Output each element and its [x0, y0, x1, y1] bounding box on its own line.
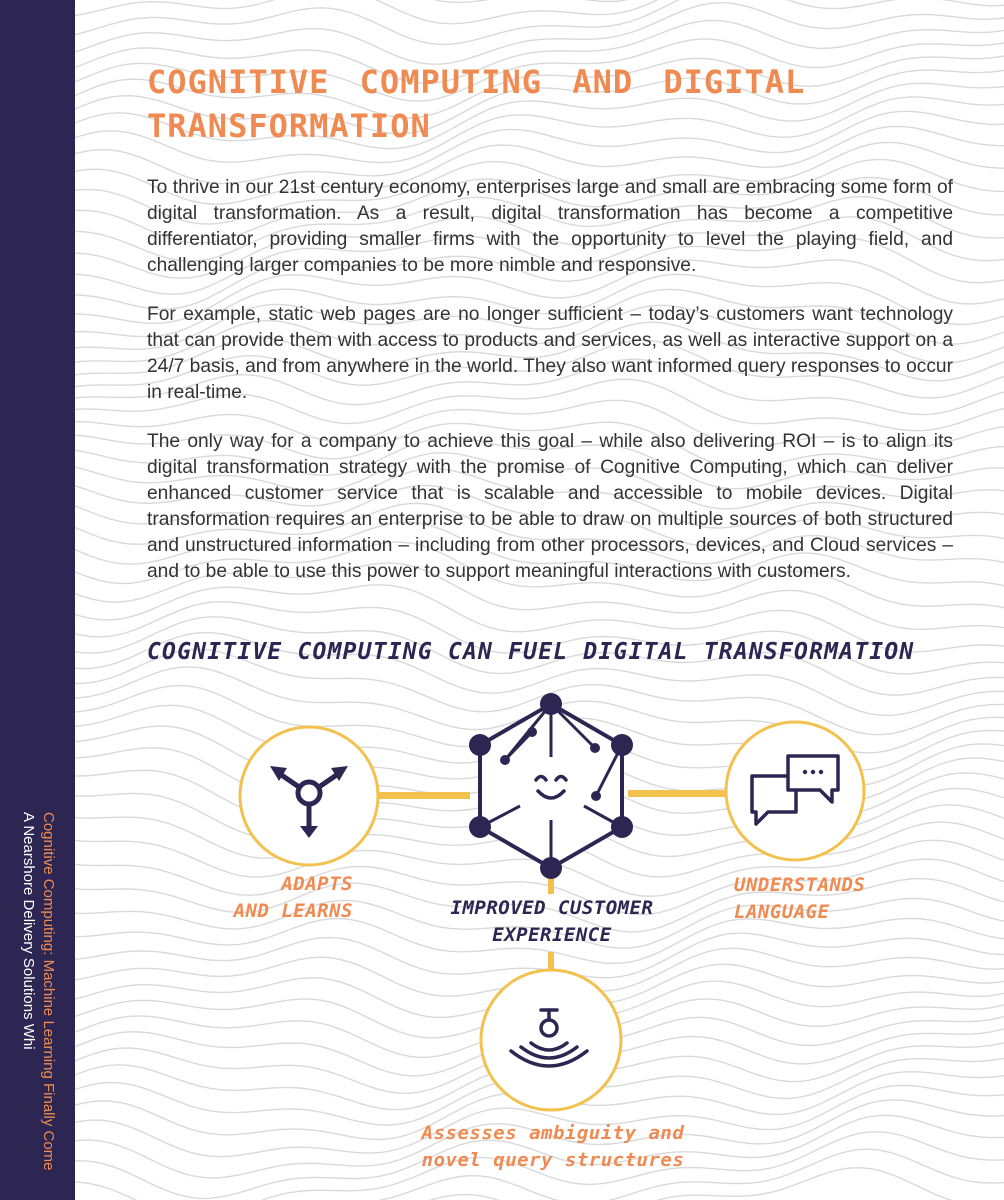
sidebar-title-line1: Cognitive Computing: Machine Learning Finally Come: [40, 812, 57, 1171]
paragraph-1: To thrive in our 21st century economy, enterprises large and small are embracing some form of digital transformation. As a result, digital transformation has become a competitive differentiator, providing smaller firms with the opportunity to level the playing field, and challenging larger companies to be more nimble and responsive.: [147, 177, 953, 276]
connector-right: [628, 790, 726, 797]
label-adapts-and-learns: [216, 871, 353, 925]
label-assesses-ambiguity: [400, 1120, 706, 1174]
sidebar-title-line2: A Nearshore Delivery Solutions Whi: [20, 812, 37, 1050]
connector-left: [378, 792, 470, 799]
ai-network-hexagon-icon: [469, 693, 633, 879]
language-circle: [726, 722, 864, 860]
label-adapts-line2: AND LEARNS: [233, 900, 353, 922]
label-understands-language: [734, 872, 865, 926]
adapts-circle: [240, 727, 378, 865]
page-title: COGNITIVE COMPUTING AND DIGITAL TRANSFORMATION: [147, 63, 806, 145]
paragraph-2: For example, static web pages are no longer sufficient – today’s customers want technology that can provide them with access to products and services, as well as interactive support on a 24/7 basis, and from anywhere in the world. They also want informed query responses to occur in real-time.: [147, 304, 953, 403]
paragraph-3: The only way for a company to achieve this goal – while also delivering ROI – is to align its digital transformation strategy with the promise of Cognitive Computing, which can deliver enhanced customer service that is scalable and accessible to mobile devices. Digital transformation requires an enterprise to be able to draw on multiple sources of both structured and unstructured information – including from other processors, devices, and Cloud services – and to be able to use this power to support meaningful interactions with customers.: [147, 431, 953, 582]
label-assesses-line2: novel query structures: [421, 1149, 685, 1171]
label-improved-customer-experience: [430, 895, 674, 949]
label-center-line1: IMPROVED CUSTOMER: [450, 897, 654, 919]
label-adapts-line1: ADAPTS: [281, 873, 353, 895]
sidebar-document-title: [18, 812, 58, 1171]
diagram-title: COGNITIVE COMPUTING CAN FUEL DIGITAL TRANSFORMATION: [147, 639, 915, 665]
label-center-line2: EXPERIENCE: [492, 924, 612, 946]
connector-center-top: [548, 878, 554, 894]
label-language-line2: LANGUAGE: [734, 901, 830, 923]
label-assesses-line1: Assesses ambiguity and: [421, 1122, 685, 1144]
assesses-circle: [481, 970, 621, 1110]
label-language-line1: UNDERSTANDS: [734, 874, 866, 896]
